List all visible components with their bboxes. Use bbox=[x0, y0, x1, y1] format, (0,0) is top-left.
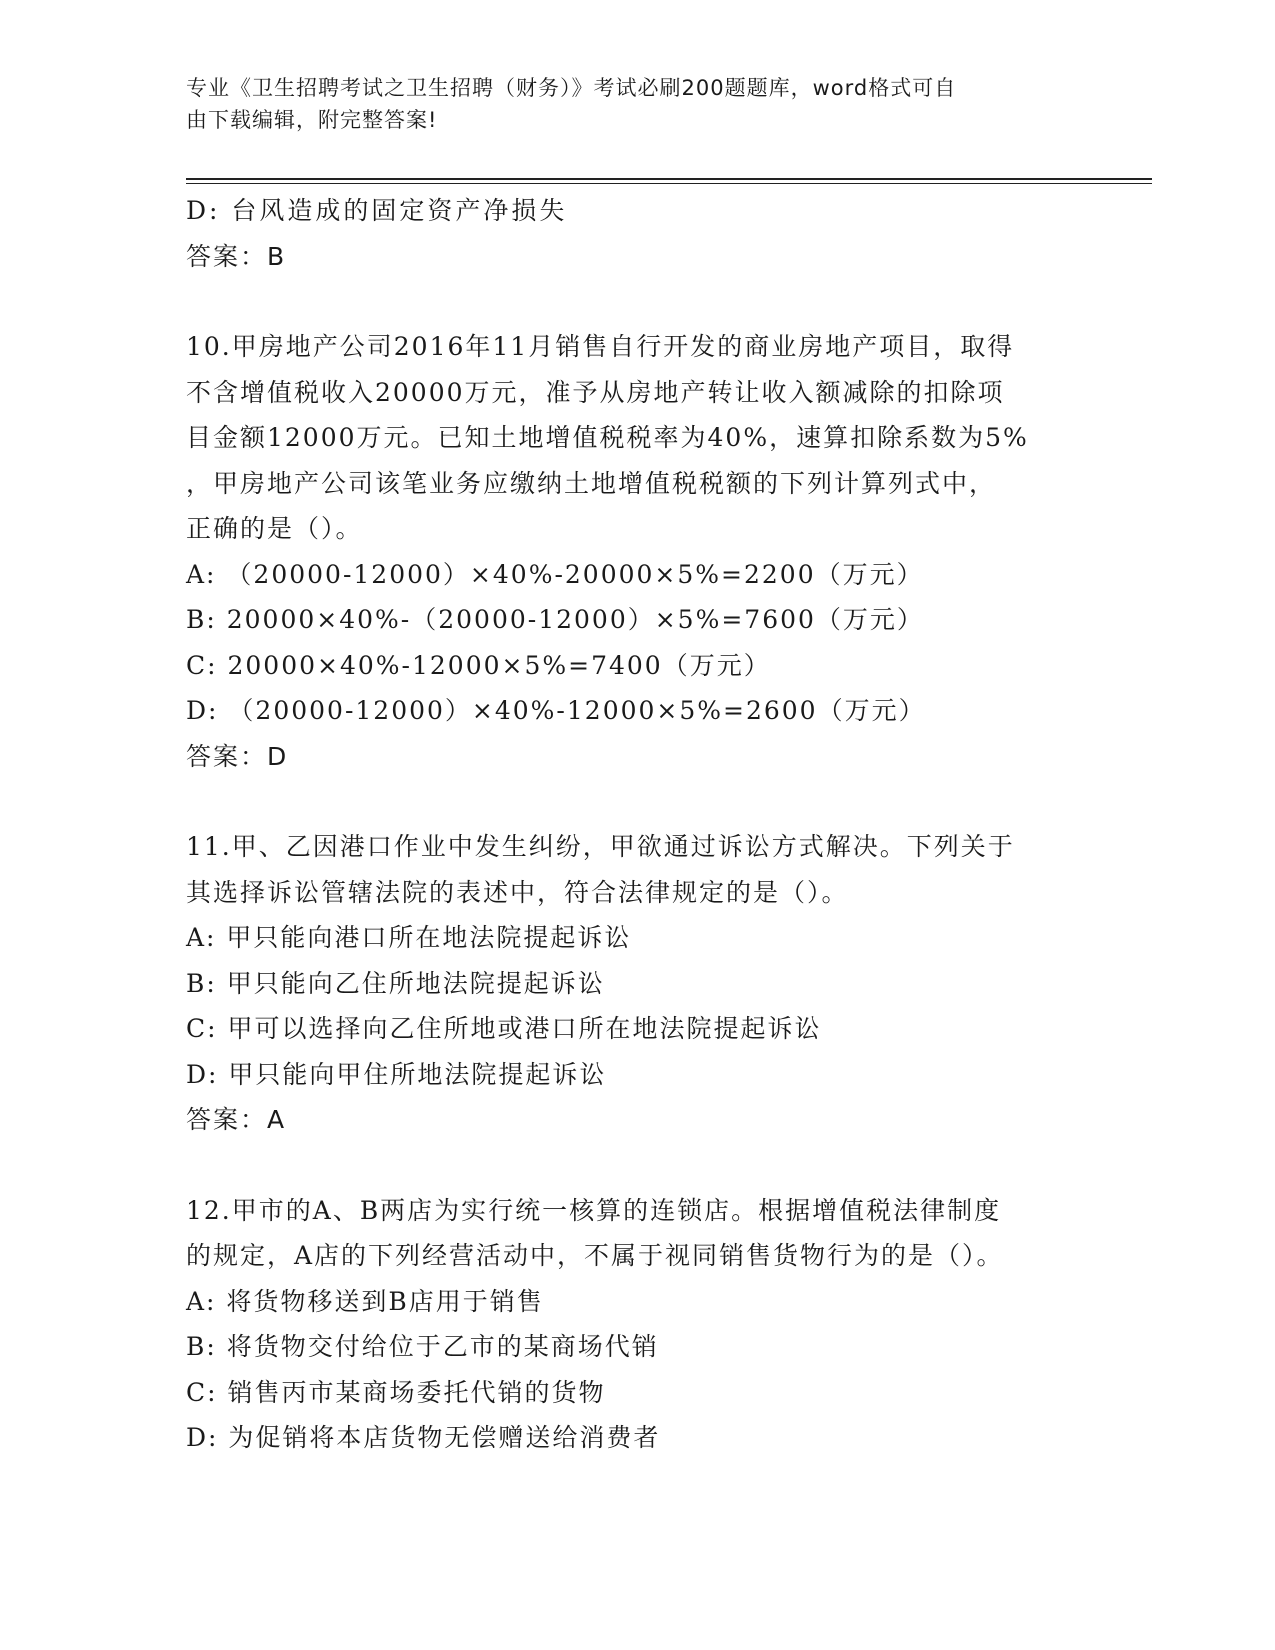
question-10-stem-line: 目金额12000万元。已知土地增值税税率为40%，速算扣除系数为5% bbox=[186, 423, 1029, 452]
question-11-option-b: B: 甲只能向乙住所地法院提起诉讼 bbox=[186, 968, 605, 998]
question-11-stem-line: 11.甲、乙因港口作业中发生纠纷，甲欲通过诉讼方式解决。下列关于 bbox=[186, 832, 1015, 861]
question-content bbox=[186, 188, 1086, 1461]
question-12-option-d: D: 为促销将本店货物无偿赠送给消费者 bbox=[186, 1423, 661, 1452]
header-line-2: 由下载编辑，附完整答案! bbox=[186, 108, 438, 132]
question-12-stem-line: 12.甲市的A、B两店为实行统一核算的连锁店。根据增值税法律制度 bbox=[186, 1195, 1002, 1225]
question-10-option-b: B: 20000×40%-（20000-12000）×5%=7600（万元） bbox=[186, 605, 924, 634]
question-12-option-b: B: 将货物交付给位于乙市的某商场代销 bbox=[186, 1332, 659, 1361]
question-12-option-a: A: 将货物移送到B店用于销售 bbox=[186, 1286, 544, 1316]
question-11-answer: 答案：A bbox=[186, 1105, 287, 1134]
question-11 bbox=[186, 824, 1086, 1143]
question-12-option-c: C: 销售丙市某商场委托代销的货物 bbox=[186, 1377, 606, 1407]
question-11-stem-line: 其选择诉讼管辖法院的表述中，符合法律规定的是（）。 bbox=[186, 877, 849, 907]
page-header bbox=[186, 72, 1066, 136]
spacer bbox=[186, 1143, 1086, 1188]
header-divider-thick bbox=[186, 178, 1152, 180]
spacer bbox=[186, 279, 1086, 324]
question-10-stem-line: 正确的是（）。 bbox=[186, 514, 363, 543]
question-12-stem-line: 的规定，A店的下列经营活动中，不属于视同销售货物行为的是（）。 bbox=[186, 1241, 1004, 1270]
question-10 bbox=[186, 324, 1086, 779]
header-line-1: 专业《卫生招聘考试之卫生招聘（财务）》考试必刷200题题库，word格式可自 bbox=[186, 76, 957, 100]
question-10-stem-line: 10.甲房地产公司2016年11月销售自行开发的商业房地产项目，取得 bbox=[186, 332, 1015, 361]
question-9-answer: 答案：B bbox=[186, 241, 287, 271]
question-10-stem-line: ，甲房地产公司该笔业务应缴纳土地增值税税额的下列计算列式中， bbox=[186, 468, 997, 498]
question-11-option-a: A: 甲只能向港口所在地法院提起诉讼 bbox=[186, 923, 632, 952]
question-9-tail bbox=[186, 188, 1086, 279]
question-10-answer: 答案：D bbox=[186, 741, 289, 771]
question-12 bbox=[186, 1188, 1086, 1461]
question-10-option-a: A: （20000-12000）×40%-20000×5%=2200（万元） bbox=[186, 559, 924, 589]
question-11-option-c: C: 甲可以选择向乙住所地或港口所在地法院提起诉讼 bbox=[186, 1014, 822, 1043]
question-9-option-d: D: 台风造成的固定资产净损失 bbox=[186, 196, 568, 225]
question-10-stem-line: 不含增值税收入20000万元，准予从房地产转让收入额减除的扣除项 bbox=[186, 377, 1005, 407]
question-11-option-d: D: 甲只能向甲住所地法院提起诉讼 bbox=[186, 1059, 607, 1089]
question-10-option-c: C: 20000×40%-12000×5%=7400（万元） bbox=[186, 650, 771, 680]
header-divider-thin bbox=[186, 183, 1152, 184]
spacer bbox=[186, 779, 1086, 824]
question-10-option-d: D: （20000-12000）×40%-12000×5%=2600（万元） bbox=[186, 696, 926, 725]
